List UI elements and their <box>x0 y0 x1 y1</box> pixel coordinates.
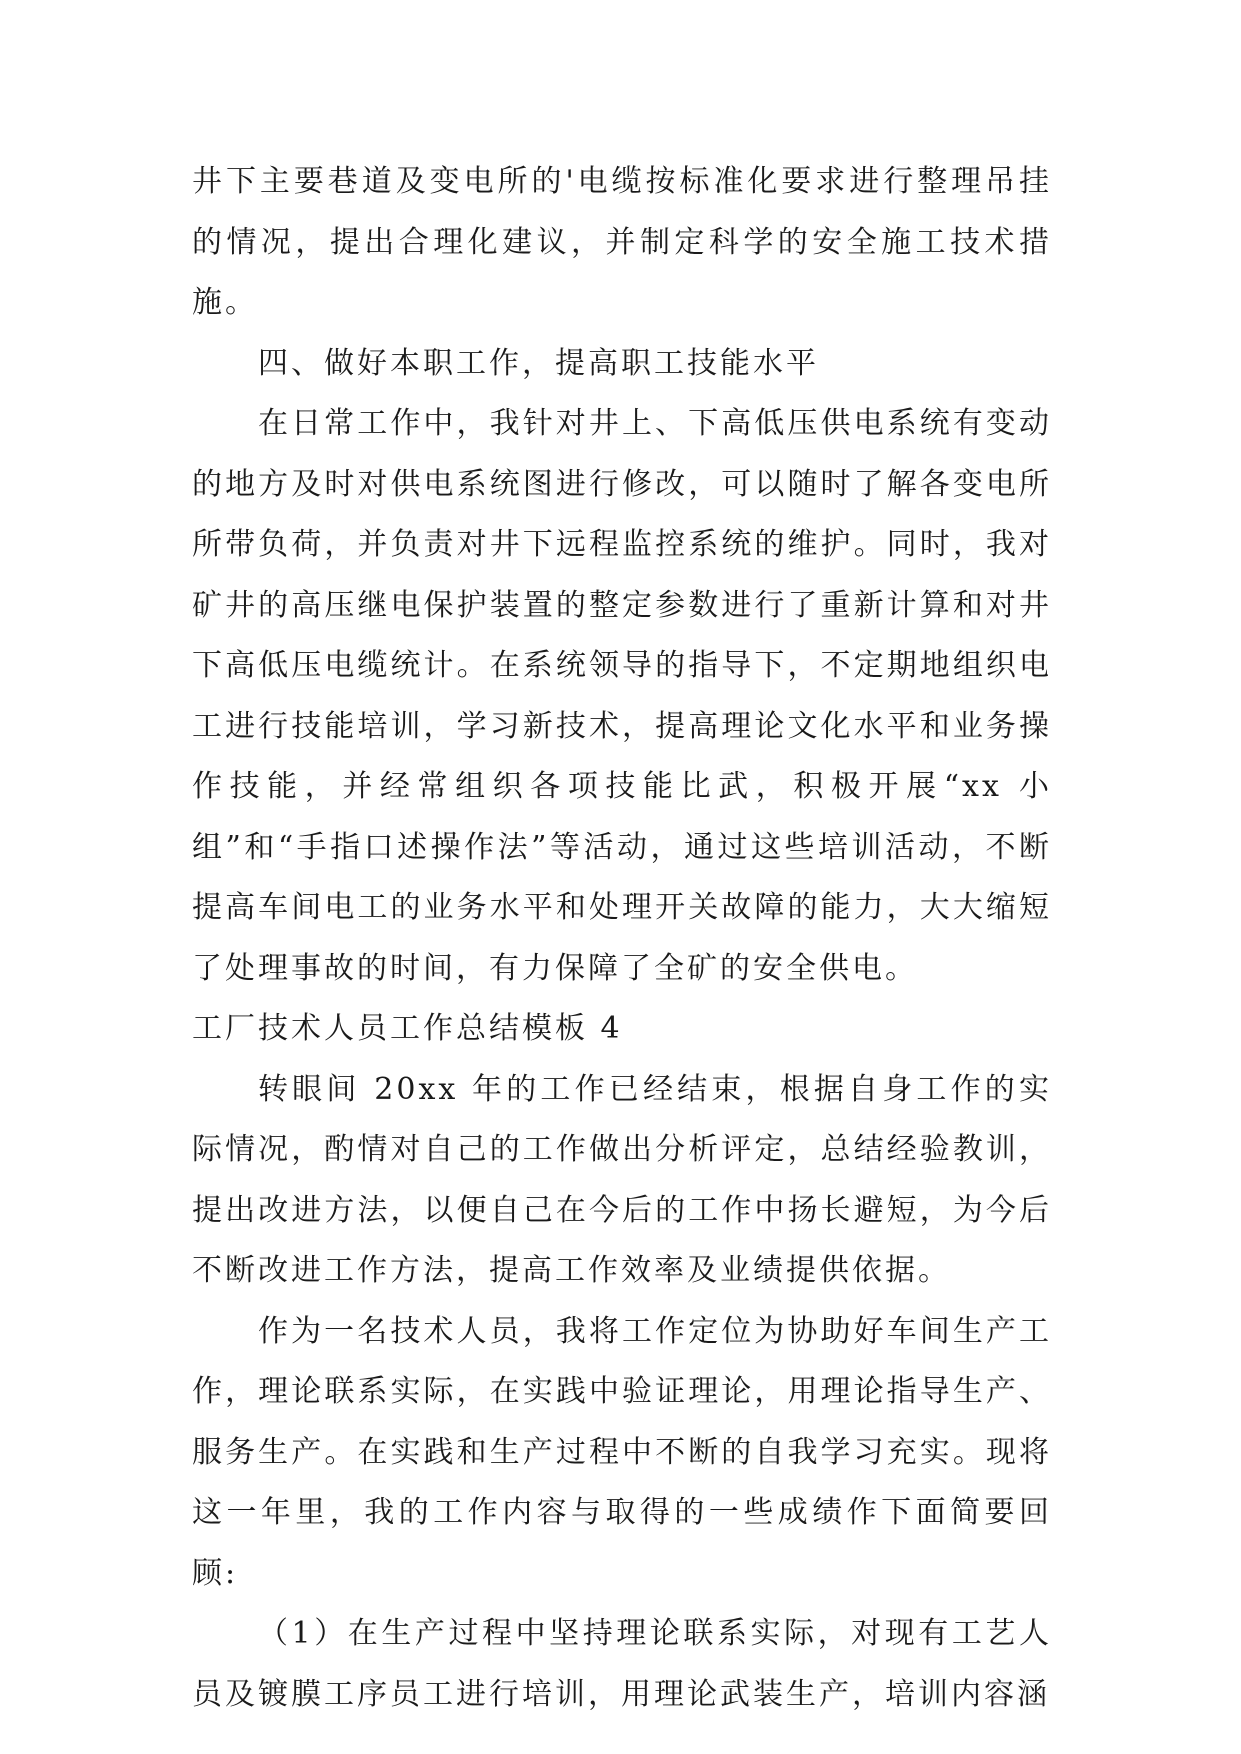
paragraph-cable-management: 井下主要巷道及变电所的'电缆按标准化要求进行整理吊挂的情况，提出合理化建议，并制定科学的安全施工技术措施。 <box>192 164 1052 320</box>
paragraph-item-1: （1）在生产过程中坚持理论联系实际，对现有工艺人员及镀膜工序员工进行培训，用理论武装生产，培训内容涵 <box>192 1616 1052 1712</box>
paragraph-daily-work: 在日常工作中，我针对井上、下高低压供电系统有变动的地方及时对供电系统图进行修改，可以随时了解各变电所所带负荷，并负责对井下远程监控系统的维护。同时，我对矿井的高压继电保护装置的整定参数进行了重新计算和对井下高低压电缆统计。在系统领导的指导下，不定期地组织电工进行技能培训，学习新技术，提高理论文化水平和业务操作技能，并经常组织各项技能比武，积极开展“xx 小组”和“手指口述操作法”等活动，通过这些培训活动，不断提高车间电工的业务水平和处理开关故障的能力，大大缩短了处理事故的时间，有力保障了全矿的安全供电。 <box>192 406 1052 986</box>
document-heading-template-4: 工厂技术人员工作总结模板 4 <box>192 1011 623 1046</box>
paragraph-year-summary: 转眼间 20xx 年的工作已经结束，根据自身工作的实际情况，酌情对自己的工作做出分析评定，总结经验教训，提出改进方法，以便自己在今后的工作中扬长避短，为今后不断改进工作方法，提高工作效率及业绩提供依据。 <box>192 1071 1052 1288</box>
document-page <box>192 152 1052 1725</box>
section-heading-skills: 四、做好本职工作，提高职工技能水平 <box>258 345 819 381</box>
paragraph-role-description: 作为一名技术人员，我将工作定位为协助好车间生产工作，理论联系实际，在实践中验证理论，用理论指导生产、服务生产。在实践和生产过程中不断的自我学习充实。现将这一年里，我的工作内容与取得的一些成绩作下面简要回顾: <box>192 1313 1052 1591</box>
